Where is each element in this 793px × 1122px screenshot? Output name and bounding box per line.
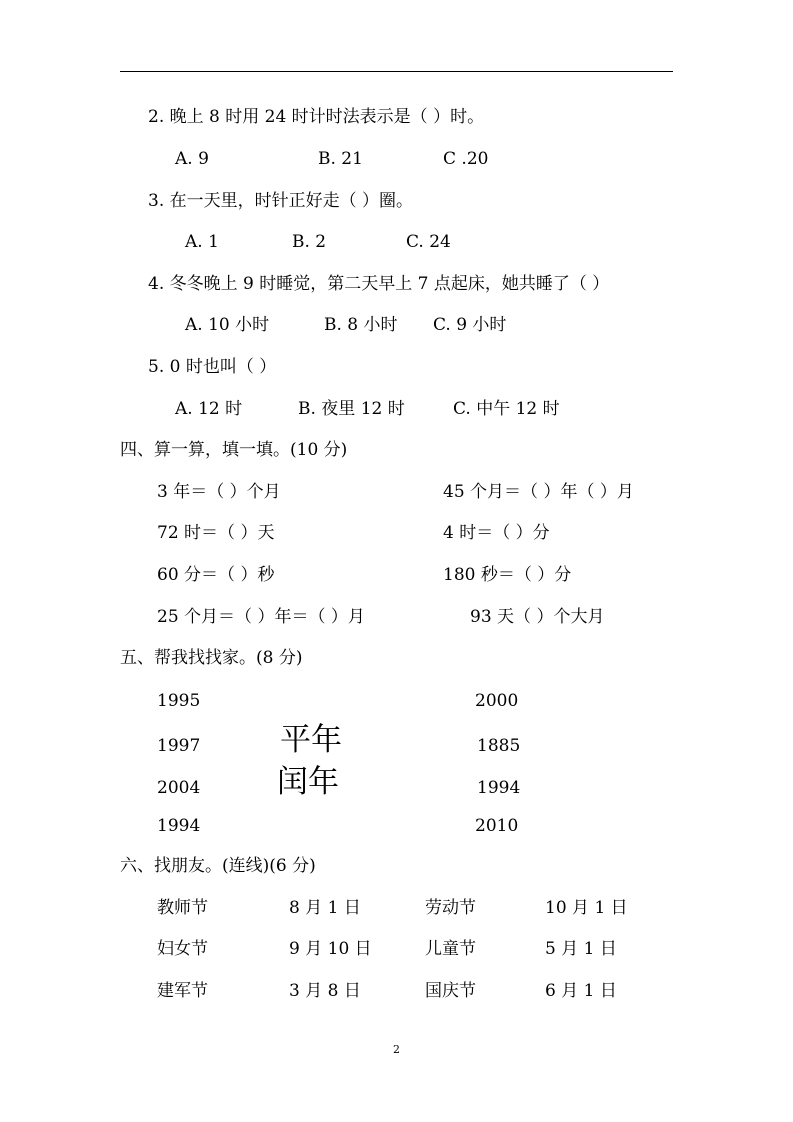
header-rule [120,71,673,72]
festival-4: 儿童节 [425,939,476,959]
fill-item-3: 72 时＝（ ）天 [157,523,275,543]
common-year-label: 平年 [280,722,342,758]
question-5-option-b: B. 夜里 12 时 [298,399,405,419]
festival-3: 妇女节 [157,939,208,959]
question-5-option-c: C. 中午 12 时 [453,399,560,419]
section-6-title: 六、找朋友。(连线)(6 分) [120,856,316,876]
year-left-3: 2004 [157,778,201,798]
year-left-4: 1994 [157,816,201,836]
question-2-option-a: A. 9 [175,149,209,169]
date-2: 10 月 1 日 [545,898,628,918]
festival-5: 建军节 [157,981,208,1001]
year-left-1: 1995 [157,691,201,711]
date-3: 9 月 10 日 [289,939,372,959]
question-3-option-a: A. 1 [185,232,219,252]
question-2-option-b: B. 21 [318,149,363,169]
question-4-option-a: A. 10 小时 [185,315,270,335]
question-2-option-c: C .20 [443,149,489,169]
leap-year-label: 闰年 [277,764,339,800]
date-1: 8 月 1 日 [289,898,361,918]
year-right-1: 2000 [475,691,519,711]
fill-item-6: 180 秒＝（ ）分 [443,565,572,585]
question-3-option-c: C. 24 [406,232,451,252]
year-right-2: 1885 [477,736,521,756]
question-5-stem: 5. 0 时也叫（ ） [148,357,277,377]
festival-1: 教师节 [157,898,208,918]
fill-item-4: 4 时＝（ ）分 [443,523,550,543]
fill-item-2: 45 个月＝（ ）年（ ）月 [443,482,634,502]
year-left-2: 1997 [157,736,201,756]
question-4-option-c: C. 9 小时 [433,315,507,335]
date-4: 5 月 1 日 [545,939,617,959]
festival-6: 国庆节 [425,981,476,1001]
question-4-option-b: B. 8 小时 [324,315,398,335]
fill-item-1: 3 年＝（ ）个月 [157,482,281,502]
page-number: 2 [393,1043,400,1056]
question-3-stem: 3. 在一天里，时针正好走（ ）圈。 [148,191,414,211]
question-2-stem: 2. 晚上 8 时用 24 时计时法表示是（ ）时。 [148,107,485,127]
section-4-title: 四、算一算，填一填。(10 分) [120,440,348,460]
fill-item-5: 60 分＝（ ）秒 [157,565,275,585]
year-right-3: 1994 [477,778,521,798]
year-right-4: 2010 [475,816,519,836]
festival-2: 劳动节 [425,898,476,918]
question-4-stem: 4. 冬冬晚上 9 时睡觉，第二天早上 7 点起床，她共睡了（ ） [148,274,610,294]
section-5-title: 五、帮我找找家。(8 分) [120,648,303,668]
question-5-option-a: A. 12 时 [175,399,243,419]
date-6: 6 月 1 日 [545,981,617,1001]
fill-item-8: 93 天（ ）个大月 [470,607,605,627]
question-3-option-b: B. 2 [292,232,327,252]
fill-item-7: 25 个月＝（ ）年＝（ ）月 [157,607,365,627]
date-5: 3 月 8 日 [289,981,361,1001]
